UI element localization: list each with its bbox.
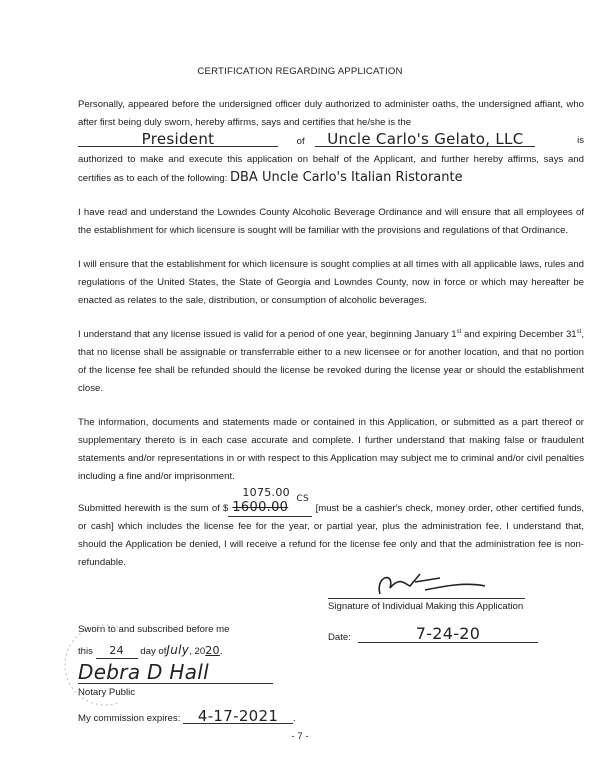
commission-field: 4-17-2021: [183, 709, 293, 724]
payment-text-a: Submitted herewith is the sum of $: [78, 503, 229, 514]
notary-public-label: Notary Public: [78, 687, 136, 698]
document-title: CERTIFICATION REGARDING APPLICATION: [197, 66, 403, 77]
applicant-signature: [370, 566, 490, 598]
affiant-paragraph: [78, 96, 584, 188]
payment-paragraph: [78, 486, 584, 572]
payment-text-b: [must be a cashier's check, money order, other certified funds, or cash] which includes the license fee for the year, or partial year, plus the administration fee. I understand that, should the Application be denied, I will receive a refund for the license fee only and that the administration fee is non-refundable.: [78, 503, 584, 568]
year-prefix: 20: [194, 646, 206, 657]
affiant-text: Personally, appeared before the undersigned officer duly authorized to administer oaths, the undersigned affiant, who after first being duly sworn, hereby affirms, says and certifies that he/she is the: [78, 99, 584, 128]
sup-st: st: [456, 328, 462, 335]
company-field: Uncle Carlo's Gelato, LLC: [315, 132, 535, 147]
date-label: Date:: [328, 632, 351, 643]
day-of-label: day of: [140, 646, 167, 657]
day-field: 24: [96, 644, 138, 659]
sup-st: st: [576, 328, 582, 335]
license-validity-paragraph: [78, 326, 584, 398]
authorization-text: authorized to make and execute this application on behalf of the Applicant, and further hereby affirms, says and certifies as to each of the following:: [78, 154, 584, 184]
dba-field: DBA Uncle Carlo's Italian Ristorante: [230, 170, 463, 185]
validity-text-b: and expiring December 31: [461, 329, 577, 340]
page-number: - 7 -: [291, 731, 309, 742]
of-label: of: [296, 136, 305, 147]
initials: CS: [296, 494, 309, 504]
this-label: this: [78, 646, 93, 657]
sworn-text: Sworn to and subscribed before me: [78, 624, 230, 635]
year-field: 20: [205, 644, 220, 657]
date-field: 7-24-20: [358, 626, 538, 643]
notary-signature: Debra D Hall: [78, 661, 273, 684]
signature-line: [328, 598, 525, 599]
struck-amount: 1600.00: [232, 500, 289, 515]
commission-line: My commission expires: 4-17-2021 .: [78, 707, 296, 725]
commission-label: My commission expires:: [78, 713, 181, 724]
notary-date-line: this 24 day ofJuly, 2020.: [78, 643, 223, 657]
information-paragraph: The information, documents and statements made or contained in this Application, or submitted as a part thereof or supplementary thereto is in each case accurate and complete. I further understand that making false or fraudulent statements and/or representations in or with respect to this Application may subject me to criminal and/or civil penalties including a fine and/or imprisonment.: [78, 417, 584, 482]
signature-caption: Signature of Individual Making this Application: [328, 601, 524, 612]
is-label: is: [577, 135, 584, 146]
affiant-title-field: President: [78, 132, 278, 147]
amount-field: 1075.00: [242, 486, 290, 499]
document-body: [78, 96, 584, 756]
signature-section: [0, 566, 600, 731]
ordinance-paragraph: I have read and understand the Lowndes County Alcoholic Beverage Ordinance and will ensure that all employees of the establishment for which licensure is sought will be familiar with the provisions and regulations of that Ordinance.: [78, 207, 584, 236]
month-field: July: [166, 643, 190, 657]
compliance-paragraph: I will ensure that the establishment for which licensure is sought complies at all times with all applicable laws, rules and regulations of the United States, the State of Georgia and Lowndes County, now in force or which may hereafter be enacted as relates to the sale, distribution, or consumption of alcoholic beverages.: [78, 259, 584, 306]
validity-text-c: , that no license shall be assignable or transferrable either to a new licensee or for another location, and that no portion of the license fee shall be refunded should the license be revoked during the license year or should the establishment close.: [78, 329, 584, 394]
validity-text-a: I understand that any license issued is valid for a period of one year, beginning January 1: [78, 329, 457, 340]
